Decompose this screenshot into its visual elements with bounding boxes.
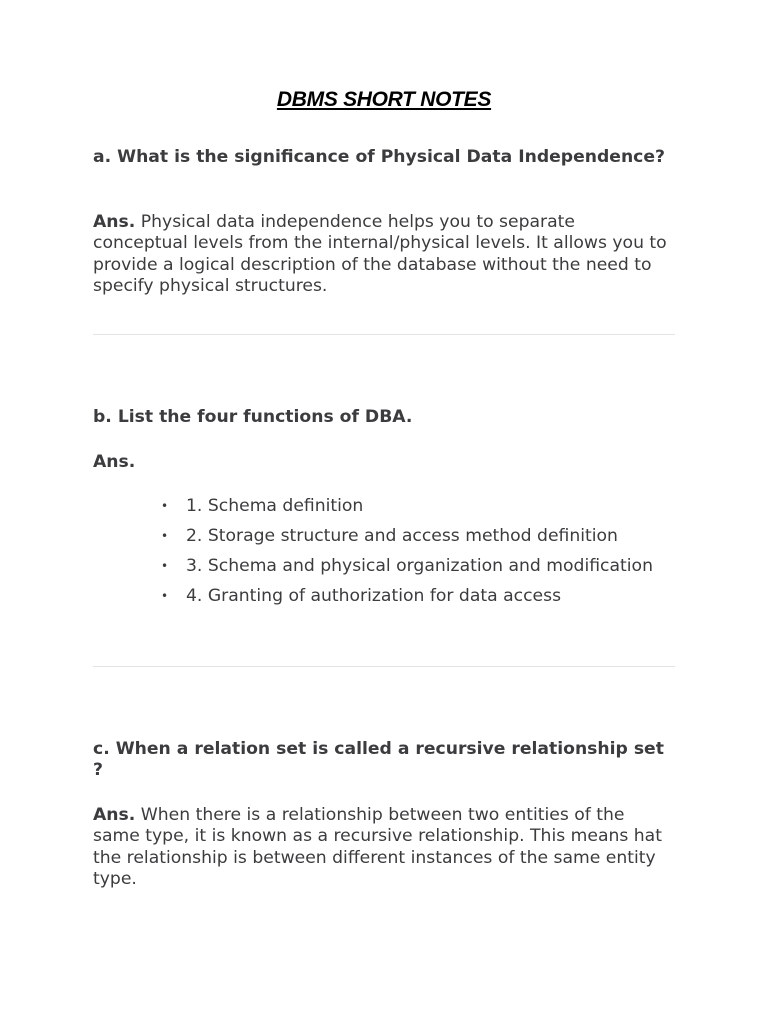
answer-a: [93, 212, 675, 297]
bullet-icon: •: [161, 559, 169, 573]
list-item: [161, 496, 686, 517]
answer-b: [93, 452, 675, 473]
question-c: c. When a relation set is called a recursive relationship set ?: [93, 739, 664, 780]
bullet-icon: •: [161, 499, 169, 513]
list-item-text: 1. Schema definition: [186, 496, 364, 516]
list-item: [161, 556, 686, 577]
answer-c: [93, 805, 675, 890]
section-divider: [93, 334, 675, 335]
dba-functions-list: [161, 496, 686, 616]
list-item: [161, 586, 686, 607]
list-item-text: 4. Granting of authorization for data access: [186, 586, 562, 606]
list-item: [161, 526, 686, 547]
answer-text: When there is a relationship between two entities of the same type, it is known as a recursive relationship. This means hat the relationship is between different instances of the same entity type.: [93, 805, 662, 889]
answer-label: Ans.: [93, 212, 136, 232]
answer-label: Ans.: [93, 805, 136, 825]
question-a: a. What is the significance of Physical Data Independence?: [93, 147, 665, 167]
bullet-icon: •: [161, 589, 169, 603]
answer-text: Physical data independence helps you to separate conceptual levels from the internal/physical levels. It allows you to provide a logical description of the database without the need to specify physical structures.: [93, 212, 667, 296]
answer-label: Ans.: [93, 452, 136, 472]
list-item-text: 3. Schema and physical organization and modification: [186, 556, 653, 576]
section-divider: [93, 666, 675, 667]
list-item-text: 2. Storage structure and access method definition: [186, 526, 618, 546]
question-b: b. List the four functions of DBA.: [93, 407, 413, 427]
document-title: DBMS SHORT NOTES: [276, 88, 492, 111]
bullet-icon: •: [161, 529, 169, 543]
